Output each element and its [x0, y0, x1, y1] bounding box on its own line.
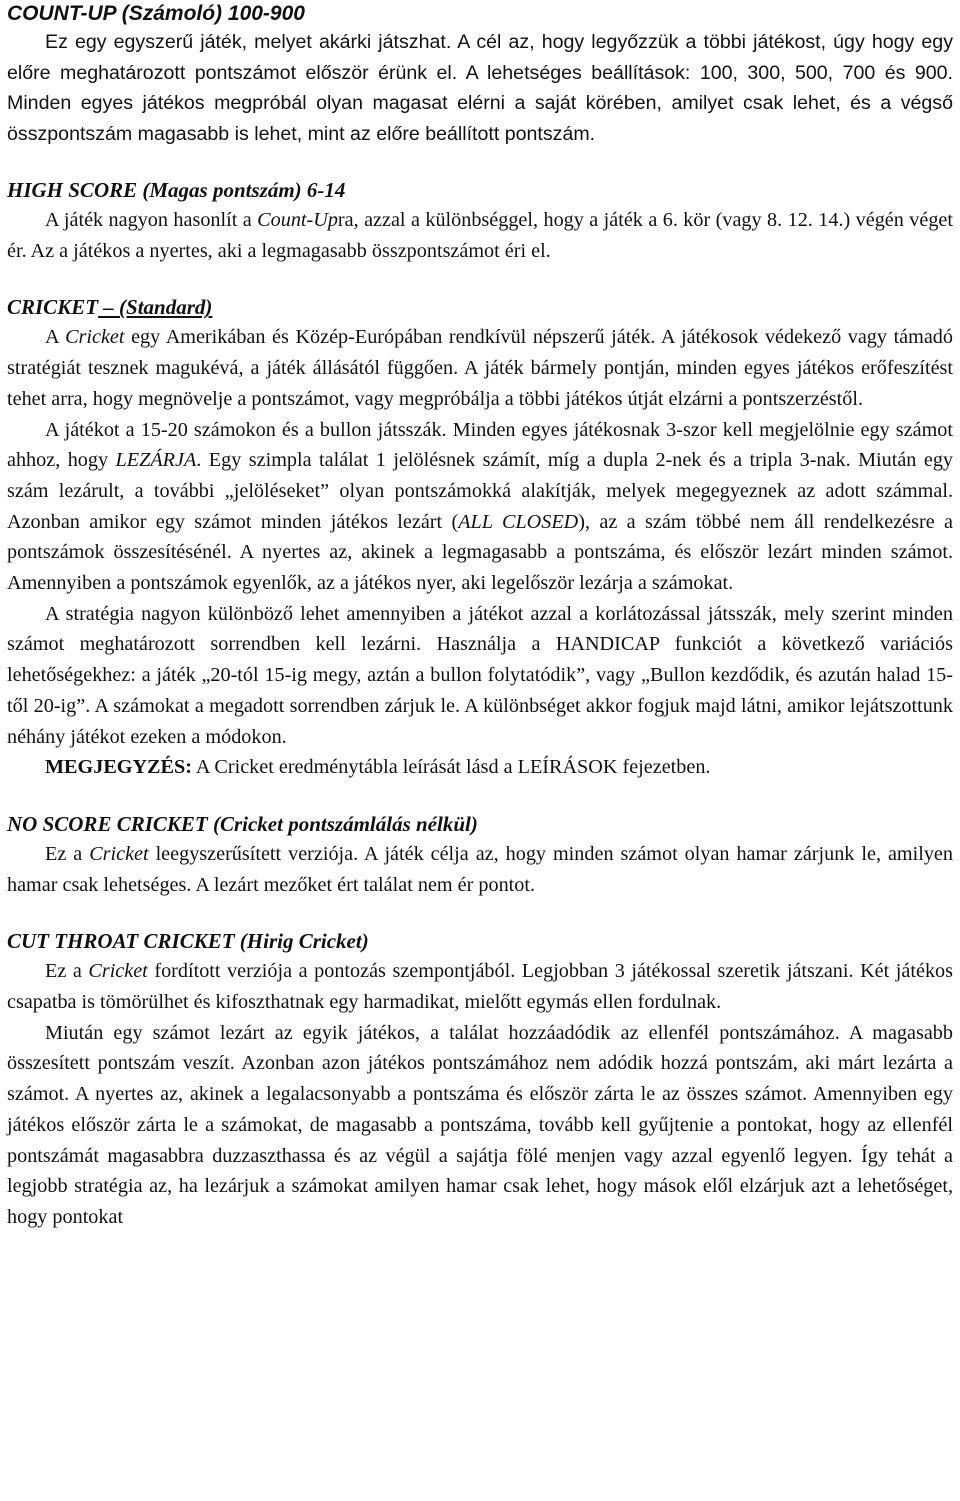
cutthroat-heading	[7, 926, 953, 956]
cricket-p2-b: . Egy szimpla találat 1 jelölésnek számít, míg a dupla 2-nek és a tripla 3-nak. Miután egy szám lezárult, a további „jelöléseket” olyan pontszámokká alakítják, melyek megegyeznek az adott számmal. Azonban amikor egy számot minden játékos lezárt (	[7, 449, 954, 533]
cutthroat-paragraph-1	[7, 956, 953, 1017]
countup-heading: COUNT-UP (Számoló) 100-900	[7, 2, 305, 25]
cutthroat-paragraph-2: Miután egy számot lezárt az egyik játékos, a találat hozzáadódik az ellenfél pontszámához. A magasabb összesített pontszám veszít. Azonban azon játékos pontszámához nem adódik hozzá pontszám, aki márt lezárta a számot. A nyertes az, akinek a legalacsonyabb a pontszáma és először zárta le az összes számot. Amennyiben egy játékos először zárta le a számokat, de magasabb a pontszáma, tovább kell gyűjtenie a pontokat, hogy az ellenfél pontszámát magasabbra duzzaszthassa és az végül a sajátja fölé menjen vagy azzal egyenlő legyen. Így tehát a legjobb stratégia az, ha lezárjuk a számokat amilyen hamar csak lehet, hogy mások elől elzárjuk azt a lehetőséget, hogy pontokat	[7, 1021, 953, 1228]
highscore-text-b: ra, azzal a különbséggel, hogy a játék a 6. kör (vagy 8. 12. 14.) végén véget ér. Az a játékos a nyertes, aki a legmagasabb összpontszámot éri el.	[7, 209, 953, 262]
noscore-text-italic: Cricket	[89, 842, 149, 865]
cricket-p1-italic: Cricket	[65, 326, 125, 349]
section-highscore	[7, 175, 953, 266]
document-page	[7, 0, 953, 1233]
noscore-text-b: leegyszerűsített verziója. A játék célja az, hogy minden számot olyan hamar zárjunk le, amilyen hamar csak lehetséges. A lezárt mezőket ért találat nem ér pontot.	[7, 842, 953, 896]
highscore-heading-main: HIGH SCORE	[7, 178, 143, 202]
countup-text: Ez egy egyszerű játék, melyet akárki játszhat. A cél az, hogy legyőzzük a többi játékost, úgy hogy egy előre meghatározott pontszámot először érünk el. A lehetséges beállítások: 100, 300, 500, 700 és 900. Minden egyes játékos megpróbál olyan magasat elérni a saját körében, amilyet csak lehet, és a végső összpontszám magasabb is lehet, mint az előre beállított pontszám.	[7, 31, 953, 145]
cricket-paragraph-3: A stratégia nagyon különböző lehet amennyiben a játékot azzal a korlátozással játsszák, mely szerint minden számot meghatározott sorrendben kell lezárni. Használja a HANDICAP funkciót a következő variációs lehetőségekhez: a játék „20-tól 15-ig megy, aztán a bullon folytatódik”, vagy „Bullon kezdődik, és azután halad 15-től 20-ig”. A számokat a megadott sorrendben zárjuk le. A különbséget akkor fogjuk majd látni, amikor lejátszottunk néhány játékot ezeken a módokon.	[7, 602, 953, 748]
cricket-p1-b: egy Amerikában és Közép-Európában rendkívül népszerű játék. A játékosok védekező vagy támadó stratégiát tesznek magukévá, a játék állásától függően. A játék bármely pontján, minden egyes játékos erőfeszítést tehet arra, hogy megnövelje a pontszámot, vagy megpróbálja a többi játékos útját elzárni a pontszerzéstől.	[7, 326, 953, 410]
highscore-heading	[7, 175, 953, 205]
cricket-heading-rest: – (Standard)	[98, 295, 213, 320]
noscore-heading-text: NO SCORE CRICKET (Cricket pontszámlálás nélkül)	[7, 811, 478, 836]
section-cricket	[7, 292, 953, 783]
noscore-text-a: Ez a	[45, 842, 90, 865]
cricket-heading	[7, 292, 953, 322]
cricket-paragraph-1	[7, 322, 953, 414]
cricket-p1-a: A	[45, 326, 66, 349]
cricket-p2-italic: LEZÁRJA	[115, 449, 197, 472]
section-noscore	[7, 809, 953, 900]
cricket-p2-italic-2: ALL CLOSED	[458, 510, 579, 533]
section-countup	[7, 1, 953, 149]
cricket-note	[7, 752, 953, 783]
highscore-text	[7, 205, 953, 266]
cricket-paragraph-2	[7, 415, 953, 599]
noscore-text	[7, 839, 953, 900]
cricket-p2-a: A játékot a 15-20 számokon és a bullon játsszák. Minden egyes játékosnak 3-szor kell megjelölnie egy számot ahhoz, hogy	[7, 418, 953, 472]
cutthroat-p1-italic: Cricket	[88, 960, 148, 983]
cricket-note-text: A Cricket eredménytábla leírását lásd a LEÍRÁSOK fejezetben.	[191, 756, 711, 779]
cricket-note-label: MEGJEGYZÉS:	[45, 756, 192, 779]
cutthroat-p1-a: Ez a	[45, 960, 89, 983]
highscore-text-italic: Count-Up	[257, 209, 338, 231]
cricket-heading-main: CRICKET	[7, 295, 99, 320]
section-cutthroat	[7, 926, 953, 1232]
cricket-p2-c: ), az a szám többé nem áll rendelkezésre a pontszámok összesítésénél. A nyertes az, akinek a legmagasabb a pontszáma, és először lezárt minden számot. Amennyiben a pontszámok egyenlők, az a játékos nyer, aki legelőször lezárja a számokat.	[7, 510, 953, 595]
cutthroat-p1-b: fordított verziója a pontozás szempontjából. Legjobban 3 játékossal szeretik játszani. Két játékos csapatba is tömörülhet és kifoszthatnak egy harmadikat, mielőtt egymás ellen fordulnak.	[7, 960, 953, 1014]
highscore-text-a: A játék nagyon hasonlít a	[45, 209, 258, 231]
cutthroat-heading-text: CUT THROAT CRICKET (Hirig Cricket)	[7, 929, 369, 954]
noscore-heading	[7, 809, 953, 839]
highscore-heading-paren: (Magas pontszám) 6-14	[142, 178, 346, 202]
